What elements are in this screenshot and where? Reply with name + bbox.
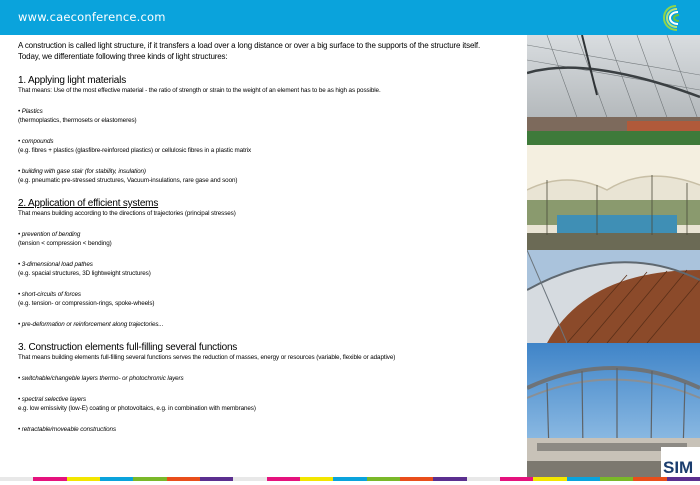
swirl-logo-icon — [660, 3, 692, 33]
item-title: • switchable/changeble layers thermo- or photochromic layers — [18, 375, 184, 382]
main-content — [18, 40, 518, 434]
list-item — [18, 260, 518, 278]
section-efficient-systems — [18, 198, 518, 329]
list-item — [18, 167, 518, 185]
footer-color-bar — [0, 477, 700, 481]
color-bar-segment — [467, 477, 500, 481]
item-description: (e.g. spacial structures, 3D lightweight structures) — [18, 270, 151, 277]
item-description: (e.g. tension- or compression-rings, spoke-wheels) — [18, 300, 155, 307]
item-description: e.g. low emissivity (low-E) coating or photovoltaics, e.g. in combination with membranes) — [18, 405, 256, 412]
color-bar-segment — [300, 477, 333, 481]
section-light-materials — [18, 75, 518, 185]
item-title: • compounds — [18, 138, 54, 145]
color-bar-segment — [267, 477, 300, 481]
section-description: That means building according to the directions of trajectories (principal stresses) — [18, 210, 236, 217]
color-bar-segment — [500, 477, 533, 481]
list-item — [18, 395, 518, 413]
list-item — [18, 290, 518, 308]
list-item — [18, 425, 518, 434]
section-multi-function-elements — [18, 342, 518, 434]
section-description: That means: Use of the most effective material - the ratio of strength or strain to the weight of an element has to be as high as possible. — [18, 87, 381, 94]
header-bar — [0, 0, 700, 35]
color-bar-segment — [567, 477, 600, 481]
color-bar-segment — [200, 477, 233, 481]
section-heading: 2. Application of efficient systems — [18, 198, 159, 209]
intro-text — [18, 40, 518, 62]
color-bar-segment — [533, 477, 566, 481]
item-title: • building with gase stair (for stability, insulation) — [18, 168, 146, 175]
color-bar-segment — [233, 477, 266, 481]
item-title: • spectral selective layers — [18, 396, 87, 403]
list-item — [18, 230, 518, 248]
color-bar-segment — [433, 477, 466, 481]
item-title: • 3-dimensional load pathes — [18, 261, 93, 268]
color-bar-segment — [33, 477, 66, 481]
stadium-roof-photo — [527, 35, 700, 145]
color-bar-segment — [367, 477, 400, 481]
color-bar-segment — [100, 477, 133, 481]
item-title: • Plastics — [18, 108, 43, 115]
item-description: (thermoplastics, thermosets or elastomeres) — [18, 117, 137, 124]
section-description: That means building elements full-filling several functions serves the reduction of masses, energy or resources (variable, flexible or adaptive) — [18, 354, 396, 361]
website-url: www.caeconference.com — [18, 10, 166, 24]
item-description: (e.g. pneumatic pre-stressed structures, Vacuum-insulations, rare gase and soon) — [18, 177, 238, 184]
list-item — [18, 374, 518, 383]
color-bar-segment — [67, 477, 100, 481]
item-description: (tension < compression < bending) — [18, 240, 112, 247]
tent-roof-photo — [527, 145, 700, 250]
sim-logo-text: SIM — [663, 458, 694, 477]
item-title: • short-circuits of forces — [18, 291, 81, 298]
list-item — [18, 107, 518, 125]
color-bar-segment — [400, 477, 433, 481]
sim-logo-icon — [661, 447, 700, 477]
item-description: (e.g. fibres + plastics (glasfibre-reinforced plastics) or cellulosic fibres in a plastic matrix — [18, 147, 252, 154]
section-heading: 1. Applying light materials — [18, 75, 126, 86]
color-bar-segment — [600, 477, 633, 481]
section-heading: 3. Construction elements full-filling several functions — [18, 342, 238, 353]
color-bar-segment — [667, 477, 700, 481]
color-bar-segment — [133, 477, 166, 481]
item-title: • prevention of bending — [18, 231, 81, 238]
membrane-roof-photo — [527, 250, 700, 343]
list-item — [18, 137, 518, 155]
item-title: • pre-deformation or reinforcement along trajectories... — [18, 321, 164, 328]
item-title: • retractable/moveable constructions — [18, 426, 117, 433]
color-bar-segment — [633, 477, 666, 481]
color-bar-segment — [0, 477, 33, 481]
intro-line-2: Today, we differentiate following three kinds of light structures: — [18, 52, 228, 61]
intro-line-1: A construction is called light structure, if it transfers a load over a long distance or over a big surface to the supports of the structure itself. — [18, 41, 481, 50]
color-bar-segment — [167, 477, 200, 481]
color-bar-segment — [333, 477, 366, 481]
list-item — [18, 320, 518, 329]
